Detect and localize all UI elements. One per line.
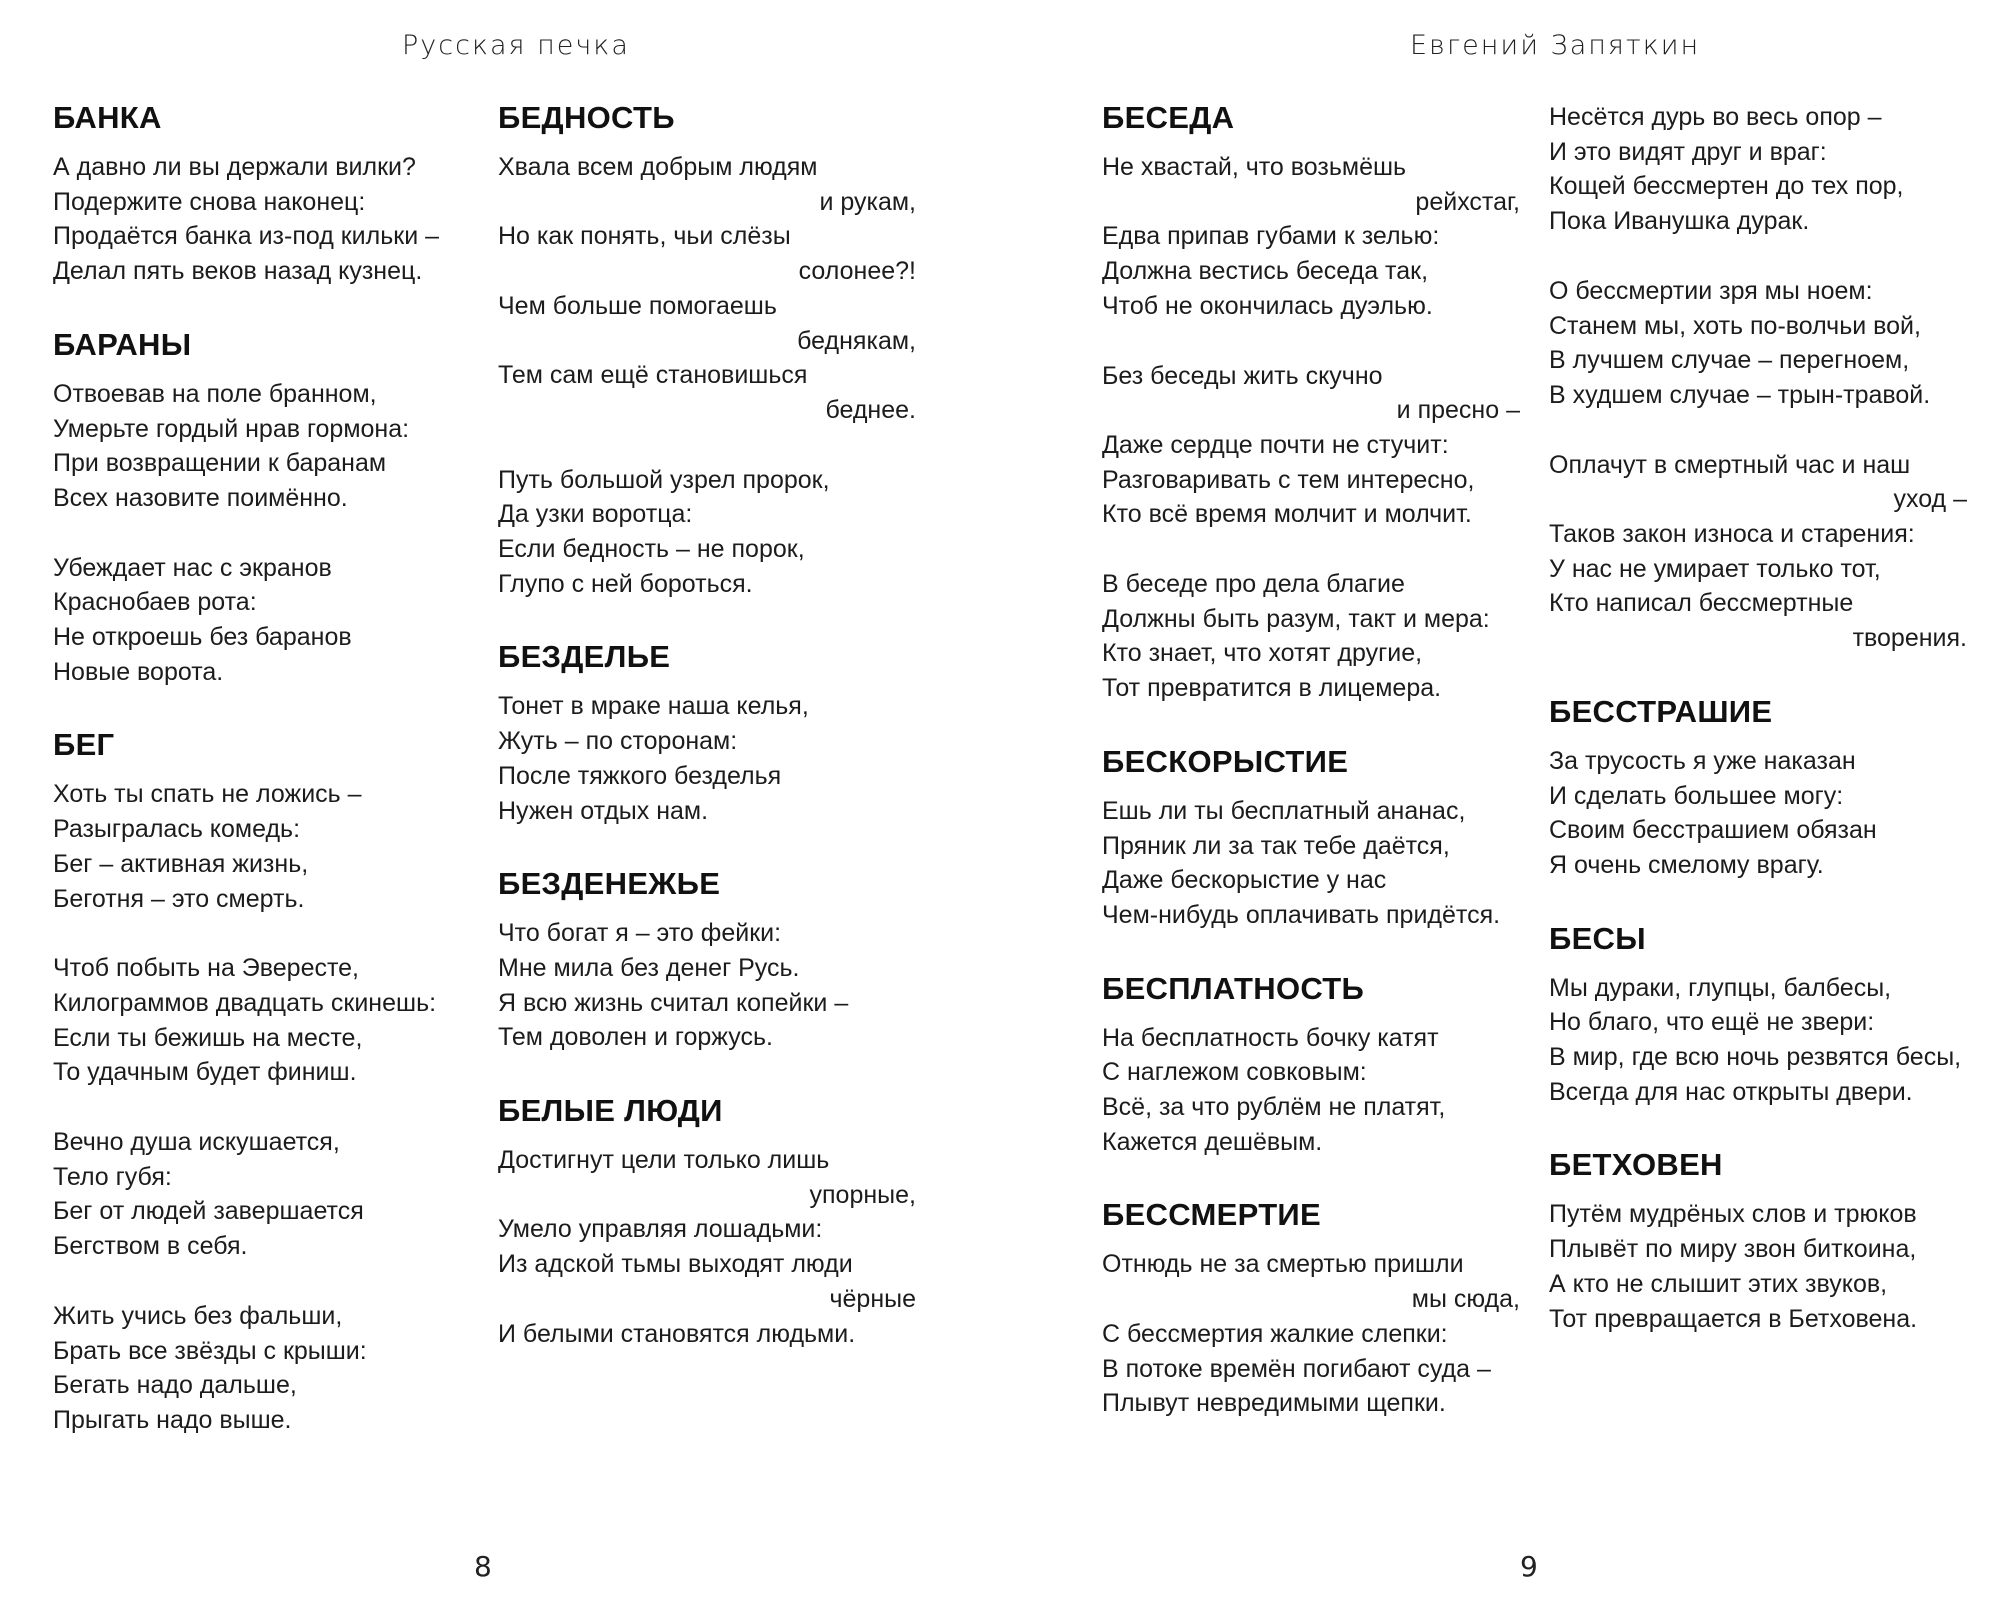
entry <box>1102 744 1520 933</box>
entry-title: БЕСЕДА <box>1102 100 1235 135</box>
poem-line: Без беседы жить скучно <box>1102 361 1383 390</box>
stanza <box>1549 744 1967 883</box>
poem-line: В лучшем случае – перегноем, <box>1549 346 1910 375</box>
poem-line: Из адской тьмы выходят люди <box>498 1250 853 1279</box>
poem-line: Что богат я – это фейки: <box>498 919 782 948</box>
poem-line: беднее. <box>825 395 916 424</box>
poem-line: Если ты бежишь на месте, <box>53 1023 363 1052</box>
poem-line: Брать все звёзды с крыши: <box>53 1336 367 1365</box>
poem-line: Должна вестись беседа так, <box>1102 257 1429 286</box>
poem-line: В беседе про дела благие <box>1102 570 1405 599</box>
poem-line: Прыгать надо выше. <box>53 1405 292 1434</box>
poem-line: чёрные <box>829 1284 916 1313</box>
poem-line: Я всю жизнь считал копейки – <box>498 988 849 1017</box>
poem-line: Жить учись без фальши, <box>53 1301 343 1330</box>
poem-line: Беготня – это смерть. <box>53 884 305 913</box>
poem-line: беднякам, <box>797 326 916 355</box>
poem-line: Чем больше помогаешь <box>498 291 777 320</box>
poem-line: Едва припав губами к зелью: <box>1102 222 1440 251</box>
poem-line: В мир, где всю ночь резвятся бесы, <box>1549 1043 1962 1072</box>
poem-line: Отвоевав на поле бранном, <box>53 379 377 408</box>
right-page-column-2 <box>1549 100 1967 1374</box>
poem-line: Нужен отдых нам. <box>498 796 709 825</box>
stanza <box>498 916 916 1055</box>
poem-line: В худшем случае – трын-травой. <box>1549 380 1931 409</box>
entry-title: БЕЛЫЕ ЛЮДИ <box>498 1093 723 1129</box>
poem-line: Плывёт по миру звон биткоина, <box>1549 1235 1917 1264</box>
poem-line: Но как понять, чьи слёзы <box>498 222 791 251</box>
entry <box>53 327 473 690</box>
poem-line: Несётся дурь во весь опор – <box>1549 103 1882 131</box>
poem-line: Подержите снова наконец: <box>53 187 366 216</box>
left-page-number: 8 <box>474 1550 492 1583</box>
poem-line: Своим бесстрашием обязан <box>1549 816 1877 845</box>
poem-line: Путь большой узрел пророк, <box>498 465 830 494</box>
entry <box>498 100 916 601</box>
stanza <box>498 463 916 602</box>
poem-line: Но благо, что ещё не звери: <box>1549 1008 1875 1037</box>
poem-line: Кто знает, что хотят другие, <box>1102 639 1423 668</box>
poem-line: При возвращении к баранам <box>53 449 387 478</box>
poem-line: Ешь ли ты бесплатный ананас, <box>1102 796 1466 825</box>
stanza <box>498 689 916 828</box>
poem-line: Кто написал бессмертные <box>1549 589 1854 618</box>
poem-line: Разговаривать с тем интересно, <box>1102 465 1475 494</box>
entry-title: БЕСЫ <box>1549 920 1646 956</box>
poem-line: мы сюда, <box>1411 1285 1520 1314</box>
poem-line: Даже бескорыстие у нас <box>1102 866 1387 895</box>
poem-line: Килограммов двадцать скинешь: <box>53 988 437 1017</box>
stanza <box>1102 794 1520 933</box>
poem-line: Да узки воротца: <box>498 500 693 529</box>
poem-line: А давно ли вы держали вилки? <box>53 153 416 181</box>
poem-line: А кто не слышит этих звуков, <box>1549 1269 1888 1298</box>
poem-line: Таков закон износа и старения: <box>1549 520 1915 549</box>
entry <box>498 1093 916 1351</box>
poem-line: Бег – активная жизнь, <box>53 849 309 878</box>
poem-line: За трусость я уже наказан <box>1549 746 1856 775</box>
poem-line: И сделать большее могу: <box>1549 781 1844 810</box>
poem-line: И белыми становятся людьми. <box>498 1319 856 1348</box>
poem-line: Даже сердце почти не стучит: <box>1102 430 1449 459</box>
entry-title: БАРАНЫ <box>53 326 192 362</box>
poem-line: Умело управляя лошадьми: <box>498 1215 823 1244</box>
stanza <box>1102 359 1520 533</box>
right-page-column-1 <box>1102 100 1520 1459</box>
poem-line: Краснобаев рота: <box>53 588 257 617</box>
poem-line: Кто всё время молчит и молчит. <box>1102 500 1472 529</box>
poem-line: творения. <box>1852 624 1967 653</box>
poem-line: Всех назовите поимённо. <box>53 483 348 512</box>
poem-line: Плывут невредимыми щепки. <box>1102 1389 1446 1418</box>
poem-line: Бегством в себя. <box>53 1232 248 1261</box>
poem-line: Пряник ли за так тебе даётся, <box>1102 831 1450 860</box>
poem-line: Вечно душа искушается, <box>53 1128 340 1157</box>
poem-line: И это видят друг и враг: <box>1549 137 1827 166</box>
poem-line: С бессмертия жалкие слепки: <box>1102 1319 1448 1348</box>
poem-line: Продаётся банка из-под кильки – <box>53 222 440 251</box>
entry-title: БЕЗДЕЛЬЕ <box>498 639 671 675</box>
entry-title: БЕДНОСТЬ <box>498 100 675 135</box>
stanza <box>1549 448 1967 656</box>
poem-line: Жуть – по сторонам: <box>498 727 738 756</box>
stanza <box>1549 274 1967 413</box>
poem-line: Станем мы, хоть по-волчьи вой, <box>1549 311 1921 340</box>
entry <box>498 866 916 1055</box>
poem-line: У нас не умирает только тот, <box>1549 554 1881 583</box>
stanza <box>53 777 473 916</box>
poem-line: Должны быть разум, такт и мера: <box>1102 604 1490 633</box>
poem-line: рейхстаг, <box>1415 187 1520 216</box>
poem-line: После тяжкого безделья <box>498 761 782 790</box>
stanza <box>1549 971 1967 1110</box>
poem-line: Новые ворота. <box>53 657 224 686</box>
entry <box>498 639 916 828</box>
poem-line: В потоке времён погибают суда – <box>1102 1354 1491 1383</box>
poem-line: Тот превратится в лицемера. <box>1102 674 1442 703</box>
poem-line: Мы дураки, глупцы, балбесы, <box>1549 973 1892 1002</box>
poem-line: Пока Иванушка дурак. <box>1549 207 1810 236</box>
stanza <box>498 150 916 428</box>
poem-line: Бег от людей завершается <box>53 1197 364 1226</box>
right-page-number: 9 <box>1520 1550 1538 1583</box>
poem-line: упорные, <box>809 1180 916 1209</box>
poem-line: Тот превращается в Бетховена. <box>1549 1304 1918 1333</box>
poem-line: На бесплатность бочку катят <box>1102 1023 1439 1052</box>
poem-line: Чтоб не окончилась дуэлью. <box>1102 291 1433 320</box>
stanza <box>53 551 473 690</box>
poem-line: Разыгралась комедь: <box>53 815 301 844</box>
entry <box>53 100 473 289</box>
poem-line: Кажется дешёвым. <box>1102 1127 1323 1156</box>
entry <box>1102 971 1520 1160</box>
left-page-column-1 <box>53 100 473 1476</box>
poem-line: Мне мила без денег Русь. <box>498 953 800 982</box>
stanza <box>1102 1021 1520 1160</box>
poem-line: О бессмертии зря мы ноем: <box>1549 276 1873 305</box>
poem-line: Всё, за что рублём не платят, <box>1102 1093 1446 1122</box>
poem-line: Хоть ты спать не ложись – <box>53 780 362 809</box>
left-running-head: Русская печка <box>402 30 630 61</box>
poem-line: Делал пять веков назад кузнец. <box>53 257 423 286</box>
poem-line: и рукам, <box>819 187 916 216</box>
right-running-head: Евгений Запяткин <box>1410 30 1701 61</box>
entry-title: БЕГ <box>53 727 115 763</box>
poem-line: Умерьте гордый нрав гормона: <box>53 414 410 443</box>
entry <box>1549 100 1967 656</box>
stanza <box>53 951 473 1090</box>
poem-line: Я очень смелому врагу. <box>1549 850 1824 879</box>
entry <box>53 727 473 1437</box>
entry-title: БЕССТРАШИЕ <box>1549 693 1773 729</box>
entry-title: БЕССМЕРТИЕ <box>1102 1197 1321 1233</box>
poem-line: Путём мудрёных слов и трюков <box>1549 1200 1917 1229</box>
poem-line: Тонет в мраке наша келья, <box>498 692 809 721</box>
poem-line: Тем доволен и горжусь. <box>498 1023 773 1052</box>
poem-line: Бегать надо дальше, <box>53 1371 297 1400</box>
stanza <box>53 1299 473 1438</box>
entry <box>1549 694 1967 883</box>
poem-line: Хвала всем добрым людям <box>498 153 818 181</box>
poem-line: Тем сам ещё становишься <box>498 361 808 390</box>
poem-line: Не хвастай, что возьмёшь <box>1102 153 1407 181</box>
poem-line: Оплачут в смертный час и наш <box>1549 450 1911 479</box>
poem-line: Если бедность – не порок, <box>498 535 805 564</box>
poem-line: Убеждает нас с экранов <box>53 553 332 582</box>
entry-title: БАНКА <box>53 100 162 135</box>
poem-line: Достигнут цели только лишь <box>498 1146 830 1175</box>
entry-title: БЕСПЛАТНОСТЬ <box>1102 970 1365 1006</box>
stanza <box>1102 567 1520 706</box>
poem-line: Всегда для нас открыты двери. <box>1549 1077 1913 1106</box>
stanza <box>1549 1197 1967 1336</box>
stanza <box>1549 100 1967 239</box>
entry <box>1102 1197 1520 1421</box>
poem-line: солонее?! <box>798 257 916 286</box>
entry-title: БЕСКОРЫСТИЕ <box>1102 743 1349 779</box>
poem-line: Не откроешь без баранов <box>53 623 352 652</box>
stanza <box>1102 150 1520 324</box>
entry <box>1549 1147 1967 1336</box>
poem-line: Кощей бессмертен до тех пор, <box>1549 172 1904 201</box>
poem-line: Чтоб побыть на Эвересте, <box>53 954 360 983</box>
poem-line: и пресно – <box>1396 396 1520 425</box>
poem-line: Тело губя: <box>53 1162 172 1191</box>
poem-line: Отнюдь не за смертью пришли <box>1102 1250 1464 1279</box>
entry-title: БЕЗДЕНЕЖЬЕ <box>498 866 721 902</box>
entry <box>1102 100 1520 706</box>
stanza <box>498 1143 916 1351</box>
poem-line: С наглежом совковым: <box>1102 1058 1367 1087</box>
entry <box>1549 921 1967 1110</box>
entry-title: БЕТХОВЕН <box>1549 1147 1723 1183</box>
stanza <box>53 1125 473 1264</box>
poem-line: Глупо с ней бороться. <box>498 569 753 598</box>
stanza <box>1102 1247 1520 1421</box>
poem-line: Чем-нибудь оплачивать придётся. <box>1102 900 1501 929</box>
left-page-column-2 <box>498 100 916 1389</box>
poem-line: То удачным будет финиш. <box>53 1058 357 1087</box>
poem-line: уход – <box>1893 485 1967 514</box>
stanza <box>53 377 473 516</box>
stanza <box>53 150 473 289</box>
